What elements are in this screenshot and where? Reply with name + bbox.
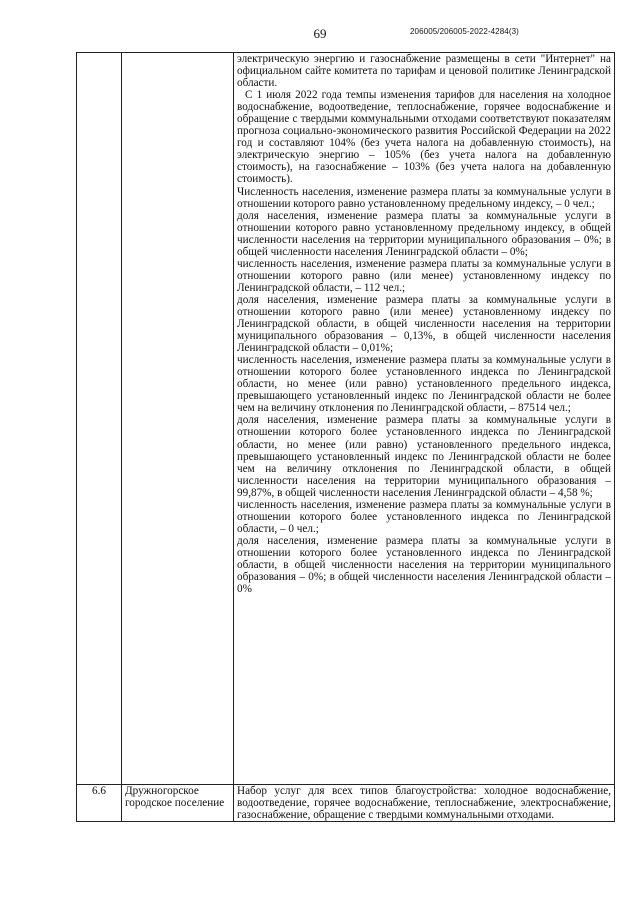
paragraph: С 1 июля 2022 года темпы изменения тарифов для населения на холодное водоснабжение, водоотведение, теплоснабжение, горячее водоснабжение и обращение с твердыми коммунальными отходами соответствуют показателям прогноза социально-экономического развития Российской Федерации на 2022 год и составляют 104% (без учета налога на добавленную стоимость), на электрическую энергию – 105% (без учета налога на добавленную стоимость), на газоснабжение – 103% (без учета налога на добавленную стоимость). [237, 89, 611, 186]
tariff-table [76, 52, 615, 822]
paragraph: доля населения, изменение размера платы за коммунальные услуги в отношении которого равно установленному предельному индексу, в общей численности населения на территории муниципального образования – 0%; в общей численности населения Ленинградской области – 0%; [237, 209, 611, 258]
municipality-cell [122, 53, 234, 785]
document-number: 206005/206005-2022-4284(3) [410, 27, 519, 36]
paragraph: доля населения, изменение размера платы за коммунальные услуги в отношении которого более установленного индекса по Ленинградской области, в общей численности населения на территории муниципального образования – 0%; в общей численности населения Ленинградской области – 0% [237, 534, 611, 596]
table-row [77, 53, 615, 785]
table-row [77, 785, 615, 822]
paragraph: численность населения, изменение размера платы за коммунальные услуги в отношении которого более установленного индекса по Ленинградской области, – 0 чел.; [237, 498, 611, 535]
row-number-cell: 6.6 [77, 785, 122, 822]
paragraph: численность населения, изменение размера платы за коммунальные услуги в отношении которого равно (или менее) установленному индексу по Ленинградской области, – 112 чел.; [237, 257, 611, 294]
description-cell [234, 53, 615, 785]
paragraph: численность населения, изменение размера платы за коммунальные услуги в отношении которого более установленного индекса по Ленинградской области, но менее (или равно) установленного предельного индекса, превышающего установленный индекс по Ленинградской области не более чем на величину отклонения по Ленинградской области, – 87514 чел.; [237, 354, 611, 415]
paragraph: Численность населения, изменение размера платы за коммунальные услуги в отношении которого равно установленному предельному индексу, – 0 чел.; [237, 185, 611, 210]
paragraph: Набор услуг для всех типов благоустройства: холодное водоснабжение, водоотведение, горячее водоснабжение, теплоснабжение, электроснабжение, газоснабжение, обращение с твердыми коммунальными отходами. [237, 785, 611, 822]
municipality-cell: Дружногорское городское поселение [122, 785, 234, 822]
paragraph: доля населения, изменение размера платы за коммунальные услуги в отношении которого равно (или менее) установленному индексу по Ленинградской области, в общей численности населения на территории муниципального образования – 0,13%, в общей численности населения Ленинградской области – 0,01%; [237, 293, 611, 355]
paragraph: электрическую энергию и газоснабжение размещены в сети "Интернет" на официальном сайте комитета по тарифам и ценовой политике Ленинградской области. [237, 53, 611, 90]
paragraph: доля населения, изменение размера платы за коммунальные услуги в отношении которого более установленного индекса по Ленинградской области, но менее (или равно) установленного предельного индекса, превышающего установленный индекс по Ленинградской области не более чем на величину отклонения по Ленинградской области, в общей численности населения на территории муниципального образования – 99,87%, в общей численности населения Ленинградской области – 4,58 %; [237, 414, 611, 499]
page-number: 69 [313, 26, 327, 41]
row-number-cell [77, 53, 122, 785]
description-cell [234, 785, 615, 822]
